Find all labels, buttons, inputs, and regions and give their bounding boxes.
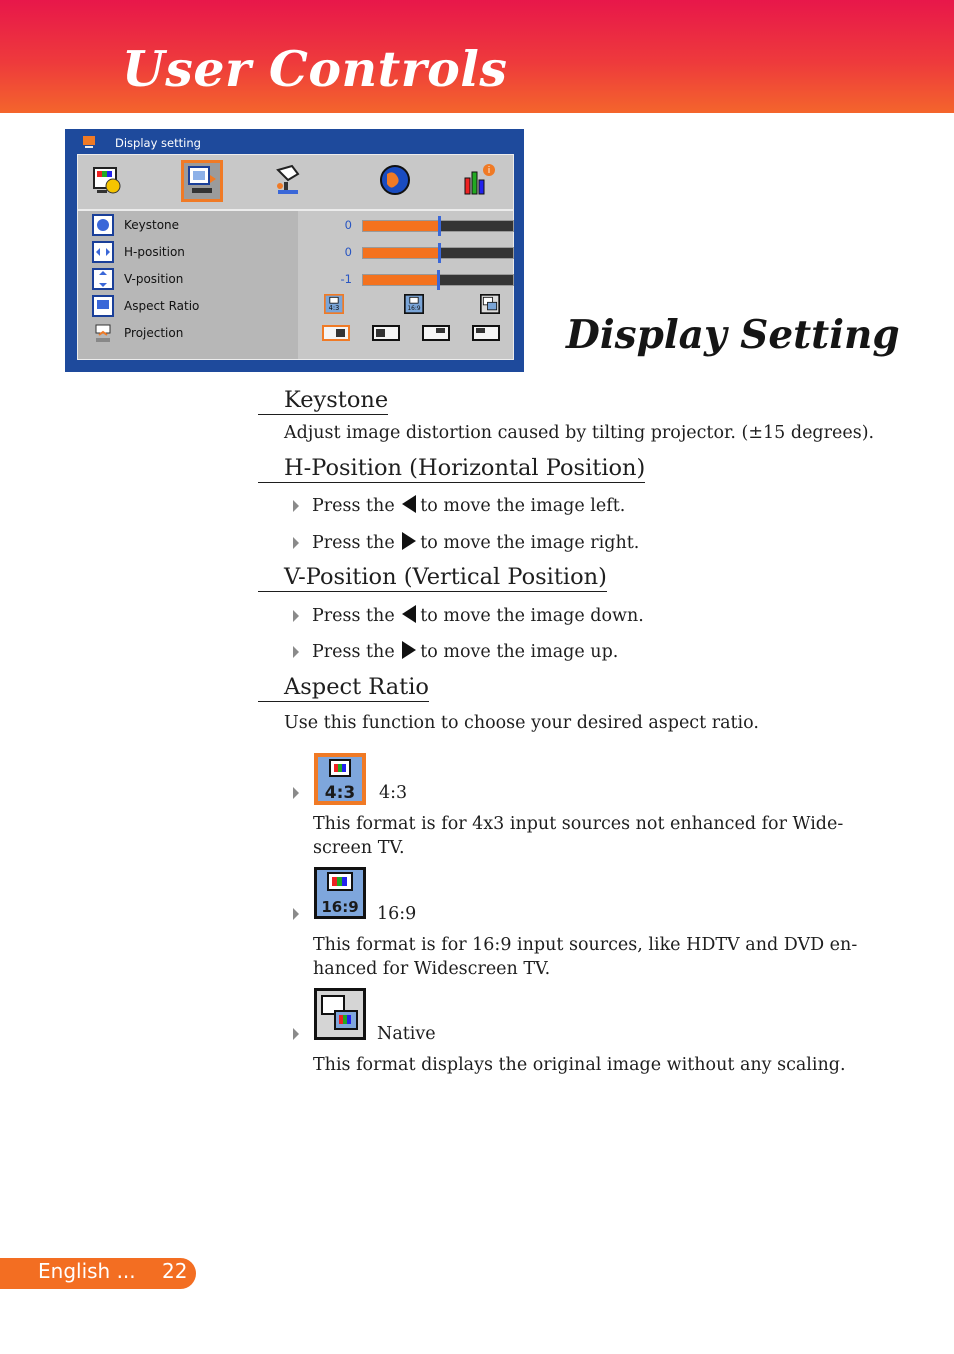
aspect-option-description: This format is for 4x3 input sources not enhanced for Wide- [313,814,844,834]
projection-front-desktop-icon[interactable] [322,325,350,341]
osd-row-v-position[interactable] [92,268,512,292]
bullet-marker [293,646,299,658]
v-position-heading: V-Position (Vertical Position) [258,564,607,592]
svg-text:4:3: 4:3 [324,783,356,803]
bullet-marker [293,500,299,512]
v-position-icon [92,268,114,290]
osd-menu-screenshot [65,129,524,372]
aspect-ratio-description: Use this function to choose your desired aspect ratio. [284,713,759,733]
projection-icon [92,322,114,344]
osd-menu-body [77,210,514,360]
h-position-left-instruction [312,494,625,518]
status-icon[interactable] [459,160,501,202]
aspect-16-9-icon[interactable] [402,294,426,314]
svg-text:i: i [487,166,491,176]
aspect-option-description: screen TV. [313,838,405,858]
instruction-suffix: to move the image right. [420,533,640,553]
bullet-marker [293,1028,299,1040]
bullet-marker [293,610,299,622]
page-number: 22 [162,1259,188,1283]
aspect-option-label: 16:9 [377,904,417,924]
osd-row-label: Keystone [124,218,180,232]
h-position-slider[interactable] [362,247,514,259]
keystone-description: Adjust image distortion caused by tilting projector. (±15 degrees). [284,423,875,443]
aspect-4-3-large-icon [313,752,367,806]
osd-row-aspect-ratio[interactable] [92,295,512,319]
v-position-slider[interactable] [362,274,514,286]
keystone-slider[interactable] [362,220,514,232]
osd-row-label: H-position [124,245,185,259]
aspect-native-large-icon [313,987,367,1041]
h-position-heading: H-Position (Horizontal Position) [258,455,645,483]
page-header-title: User Controls [122,40,508,98]
setting-icon[interactable] [270,160,312,202]
instruction-prefix: Press the [312,606,395,626]
osd-row-value: 0 [344,218,352,232]
projection-front-ceiling-icon[interactable] [422,325,450,341]
osd-tab-bar [77,154,514,210]
v-position-down-instruction [312,604,644,628]
v-position-up-instruction [312,640,618,664]
right-arrow-key-icon [402,532,416,550]
osd-row-value: -1 [340,272,352,286]
osd-row-label: Aspect Ratio [124,299,200,313]
instruction-prefix: Press the [312,642,395,662]
keystone-icon [92,214,114,236]
aspect-native-icon[interactable] [478,294,502,314]
tab-display-setting[interactable] [181,160,223,202]
h-position-icon [92,241,114,263]
svg-text:4:3: 4:3 [328,303,340,312]
osd-row-keystone[interactable] [92,214,512,238]
aspect-ratio-icon [92,295,114,317]
instruction-suffix: to move the image left. [420,496,626,516]
left-arrow-key-icon [402,605,416,623]
bullet-marker [293,787,299,799]
osd-row-projection[interactable] [92,322,512,346]
projection-rear-desktop-icon[interactable] [372,325,400,341]
aspect-ratio-heading: Aspect Ratio [258,674,429,702]
svg-text:16:9: 16:9 [321,898,359,916]
image-icon[interactable] [88,160,130,202]
h-position-right-instruction [312,531,639,555]
instruction-suffix: to move the image down. [420,606,644,626]
aspect-option-label: Native [377,1024,436,1044]
header-band [0,0,954,113]
osd-row-h-position[interactable] [92,241,512,265]
bullet-marker [293,908,299,920]
instruction-suffix: to move the image up. [420,642,619,662]
aspect-option-description: hanced for Widescreen TV. [313,959,551,979]
osd-titlebar [77,133,517,153]
svg-text:16:9: 16:9 [407,305,421,312]
osd-row-label: Projection [124,326,184,340]
aspect-option-description: This format displays the original image without any scaling. [313,1055,846,1075]
right-arrow-key-icon [402,641,416,659]
bullet-marker [293,537,299,549]
instruction-prefix: Press the [312,533,395,553]
osd-row-label: V-position [124,272,184,286]
footer-language: English ... [38,1259,136,1283]
left-arrow-key-icon [402,495,416,513]
aspect-4-3-icon[interactable] [322,294,346,314]
display-setting-icon [82,135,96,149]
projection-rear-ceiling-icon[interactable] [472,325,500,341]
keystone-heading: Keystone [258,387,388,415]
aspect-option-description: This format is for 16:9 input sources, like HDTV and DVD en- [313,935,858,955]
section-title: Display Setting [566,312,900,358]
osd-title: Display setting [115,136,201,150]
osd-row-value: 0 [344,245,352,259]
instruction-prefix: Press the [312,496,395,516]
language-icon[interactable] [375,160,417,202]
aspect-16-9-large-icon [313,866,367,920]
aspect-option-label: 4:3 [379,783,408,803]
